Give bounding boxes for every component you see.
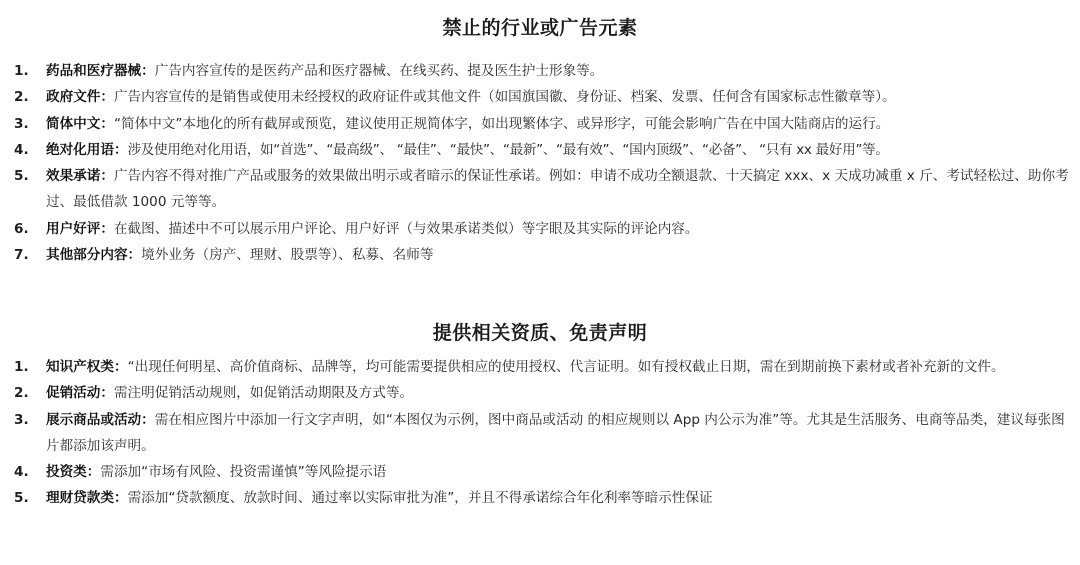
item-term: 药品和医疗器械： bbox=[46, 63, 155, 79]
list-item bbox=[14, 84, 1070, 110]
item-desc: 涉及使用绝对化用语，如“首选”、“最高级”、 “最佳”、“最快”、“最新”、“最有效”、“国内顶级”、“必备”、 “只有 xx 最好用”等。 bbox=[127, 141, 889, 158]
list-item bbox=[14, 137, 1070, 163]
list-item bbox=[14, 58, 1070, 84]
item-number: 3. bbox=[14, 115, 29, 132]
list-item bbox=[14, 242, 1070, 268]
prohibited-list bbox=[14, 58, 1070, 268]
item-number: 1. bbox=[14, 63, 29, 79]
qualifications-list bbox=[14, 354, 1070, 512]
item-desc: 广告内容不得对推广产品或服务的效果做出明示或者暗示的保证性承诺。例如：申请不成功全额退款、十天搞定 xxx、x 天成功减重 x 斤、考试轻松过、助你考过、最低借款 1000 元等等。 bbox=[46, 168, 1069, 211]
item-term: 理财贷款类： bbox=[46, 490, 128, 507]
item-number: 5. bbox=[14, 168, 29, 185]
item-desc: “出现任何明星、高价值商标、品牌等，均可能需要提供相应的使用授权、代言证明。如有授权截止日期，需在到期前换下素材或者补充新的文件。 bbox=[127, 359, 1005, 375]
item-desc: 广告内容宣传的是医药产品和医疗器械、在线买药、提及医生护士形象等。 bbox=[154, 63, 604, 79]
item-desc: “简体中文”本地化的所有截屏或预览，建议使用正规简体字，如出现繁体字、或异形字，可能会影响广告在中国大陆商店的运行。 bbox=[113, 115, 890, 132]
item-desc: 在截图、描述中不可以展示用户评论、用户好评（与效果承诺类似）等字眼及其实际的评论内容。 bbox=[113, 220, 699, 237]
item-number: 4. bbox=[14, 141, 29, 158]
item-desc: 需注明促销活动规则，如促销活动期限及方式等。 bbox=[113, 385, 414, 402]
list-item bbox=[14, 485, 1070, 511]
list-item bbox=[14, 216, 1070, 242]
list-item bbox=[14, 459, 1070, 485]
item-term: 效果承诺： bbox=[46, 168, 114, 185]
item-desc: 需在相应图片中添加一行文字声明，如“本图仅为示例，图中商品或活动 的相应规则以 App 内公示为准”等。尤其是生活服务、电商等品类，建议每张图片都添加该声明。 bbox=[46, 411, 1065, 454]
item-term: 其他部分内容： bbox=[46, 247, 142, 264]
item-term: 投资类： bbox=[46, 464, 101, 481]
item-term: 绝对化用语： bbox=[46, 141, 128, 158]
item-number: 3. bbox=[14, 411, 29, 428]
item-term: 展示商品或活动： bbox=[46, 411, 155, 428]
item-number: 2. bbox=[14, 89, 29, 106]
item-desc: 需添加“市场有风险、投资需谨慎”等风险提示语 bbox=[100, 464, 387, 481]
item-number: 4. bbox=[14, 464, 29, 481]
item-number: 6. bbox=[14, 220, 29, 237]
list-item bbox=[14, 407, 1070, 460]
item-term: 政府文件： bbox=[46, 89, 114, 106]
item-desc: 境外业务（房产、理财、股票等）、私募、名师等 bbox=[141, 247, 434, 264]
list-item bbox=[14, 380, 1070, 406]
item-term: 促销活动： bbox=[46, 385, 114, 402]
section-title-prohibited: 禁止的行业或广告元素 bbox=[442, 17, 638, 39]
item-term: 用户好评： bbox=[46, 220, 114, 237]
item-number: 5. bbox=[14, 490, 29, 507]
item-number: 7. bbox=[14, 247, 29, 264]
list-item bbox=[14, 111, 1070, 137]
item-desc: 需添加“贷款额度、放款时间、通过率以实际审批为准”，并且不得承诺综合年化利率等暗示性保证 bbox=[127, 490, 713, 507]
item-desc: 广告内容宣传的是销售或使用未经授权的政府证件或其他文件（如国旗国徽、身份证、档案、发票、任何含有国家标志性徽章等）。 bbox=[113, 89, 896, 106]
section-title-qualifications: 提供相关资质、免责声明 bbox=[432, 322, 648, 344]
item-term: 知识产权类： bbox=[46, 359, 128, 375]
item-number: 2. bbox=[14, 385, 29, 402]
list-item bbox=[14, 163, 1070, 216]
list-item bbox=[14, 354, 1070, 380]
item-term: 简体中文： bbox=[46, 115, 114, 132]
item-number: 1. bbox=[14, 359, 29, 375]
